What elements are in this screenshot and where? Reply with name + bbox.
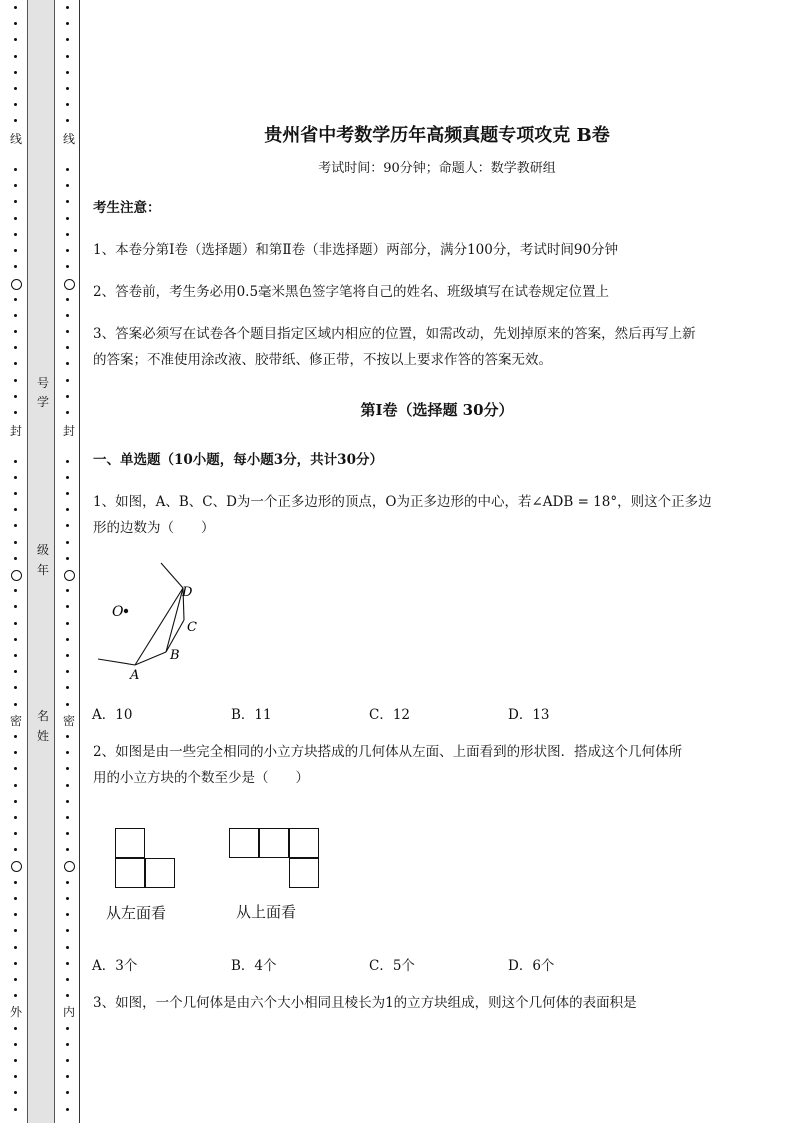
q1-polygon-figure: [90, 558, 220, 683]
q1-diagonal-BD: [166, 588, 183, 652]
binding-dot: [14, 751, 17, 754]
binding-dot: [14, 314, 17, 317]
binding-dot: [14, 557, 17, 560]
binding-dot: [66, 233, 69, 236]
binding-dot: [66, 1059, 69, 1062]
binding-dot: [66, 200, 69, 203]
notice-item-3-line1: 3、答案必须写在试卷各个题目指定区域内相应的位置，如需改动，先划掉原来的答案，然后再写上新: [93, 326, 696, 342]
binding-dot: [66, 379, 69, 382]
binding-dot: [14, 654, 17, 657]
binding-dot: [14, 913, 17, 916]
binding-dot: [66, 71, 69, 74]
q1-stem-line1: 1、如图，A、B、C、D为一个正多边形的顶点，O为正多边形的中心，若∠ADB = 18°，则这个正多边: [93, 494, 712, 510]
binding-dot: [14, 897, 17, 900]
binding-dot: [66, 589, 69, 592]
binding-dot: [14, 622, 17, 625]
q2-top-view-cell: [259, 828, 289, 858]
binding-dot: [14, 929, 17, 932]
binding-dot: [66, 541, 69, 544]
notice-item-3-line2: 的答案；不准使用涂改液、胶带纸、修正带，不按以上要求作答的答案无效。: [93, 352, 552, 368]
binding-dot: [14, 330, 17, 333]
q2-stem-line2: 用的小立方块的个数至少是（ ）: [93, 770, 309, 786]
binding-dot: [66, 460, 69, 463]
q1-option-a[interactable]: A．10: [92, 707, 133, 723]
outer-mark-wai: 外: [10, 1005, 23, 1019]
q1-label-C: C: [187, 620, 197, 635]
field-grade-char2: 年: [37, 563, 50, 577]
binding-dot: [14, 6, 17, 9]
binding-dot: [66, 103, 69, 106]
binding-dot: [66, 654, 69, 657]
binding-dot: [66, 638, 69, 641]
field-name-char2: 姓: [37, 729, 50, 743]
binding-dot: [14, 638, 17, 641]
binding-dot: [14, 962, 17, 965]
binding-dot: [14, 703, 17, 706]
q1-stem-line2: 形的边数为（ ）: [93, 520, 215, 536]
q2-top-view-cell: [289, 828, 319, 858]
outer-circle-mark: [11, 279, 22, 290]
q1-option-d[interactable]: D．13: [508, 707, 550, 723]
q2-left-view-caption: 从左面看: [106, 904, 167, 922]
q1-edge: [98, 659, 135, 665]
binding-dot: [66, 395, 69, 398]
binding-dot: [14, 670, 17, 673]
binding-dot: [66, 265, 69, 268]
outer-circle-mark: [11, 570, 22, 581]
binding-dot: [66, 1043, 69, 1046]
inner-circle-mark: [64, 279, 75, 290]
binding-dot: [14, 249, 17, 252]
outer-mark-xian: 线: [10, 132, 23, 146]
exam-subtitle: 考试时间：90分钟；命题人：数学教研组: [318, 161, 556, 176]
binding-dot: [66, 249, 69, 252]
q2-top-view-caption: 从上面看: [236, 903, 297, 921]
q2-top-view-figure: [229, 828, 321, 889]
q2-option-d[interactable]: D．6个: [508, 958, 555, 974]
binding-dot: [66, 622, 69, 625]
binding-dot: [14, 184, 17, 187]
binding-dot: [14, 1027, 17, 1030]
binding-dot: [66, 476, 69, 479]
q1-edge: [161, 563, 183, 588]
inner-mark-nei: 内: [63, 1005, 76, 1019]
binding-dot: [66, 217, 69, 220]
binding-dot: [14, 55, 17, 58]
binding-dot: [66, 670, 69, 673]
q2-top-view-cell: [229, 828, 259, 858]
inner-mark-xian: 线: [63, 132, 76, 146]
binding-dot: [14, 686, 17, 689]
q3-stem-line1: 3、如图，一个几何体是由六个大小相同且棱长为1的立方块组成，则这个几何体的表面积是: [93, 995, 637, 1011]
binding-dot: [14, 38, 17, 41]
binding-dot: [66, 784, 69, 787]
q2-left-view-cell: [115, 858, 145, 888]
binding-dot: [14, 22, 17, 25]
binding-dot: [14, 298, 17, 301]
section-title: 第I卷（选择题 30分）: [360, 401, 514, 419]
q2-left-view-figure: [115, 828, 177, 889]
binding-dot: [66, 362, 69, 365]
binding-dot: [14, 589, 17, 592]
binding-dot: [14, 492, 17, 495]
binding-dot: [66, 330, 69, 333]
outer-mark-feng: 封: [10, 424, 23, 438]
binding-dot: [66, 1091, 69, 1094]
binding-dot: [66, 605, 69, 608]
binding-dot: [14, 784, 17, 787]
binding-dot: [14, 1075, 17, 1078]
binding-dot: [66, 946, 69, 949]
binding-dot: [66, 508, 69, 511]
inner-circle-mark: [64, 570, 75, 581]
binding-dot: [66, 735, 69, 738]
notice-item-2: 2、答卷前，考生务必用0.5毫米黑色签字笔将自己的姓名、班级填写在试卷规定位置上: [93, 284, 610, 300]
binding-dot: [66, 897, 69, 900]
binding-dot: [66, 22, 69, 25]
binding-dot: [14, 541, 17, 544]
binding-dot: [14, 946, 17, 949]
field-name-char1: 名: [37, 709, 50, 723]
binding-dot: [14, 1108, 17, 1111]
binding-dot: [66, 1075, 69, 1078]
binding-dot: [14, 1043, 17, 1046]
q1-label-B: B: [170, 648, 180, 663]
binding-dot: [66, 881, 69, 884]
binding-dot: [14, 848, 17, 851]
outer-circle-mark: [11, 861, 22, 872]
binding-dot: [14, 233, 17, 236]
binding-dot: [66, 557, 69, 560]
notice-heading: 考生注意：: [93, 200, 161, 216]
binding-dot: [66, 703, 69, 706]
binding-dot: [14, 881, 17, 884]
binding-dot: [14, 1091, 17, 1094]
binding-dot: [66, 184, 69, 187]
binding-dot: [66, 6, 69, 9]
binding-dot: [66, 962, 69, 965]
binding-dot: [14, 605, 17, 608]
binding-dot: [66, 800, 69, 803]
q2-option-a[interactable]: A．3个: [92, 958, 138, 974]
q1-label-A: A: [130, 668, 140, 683]
binding-dot: [66, 87, 69, 90]
binding-dot: [66, 1108, 69, 1111]
binding-dot: [66, 978, 69, 981]
binding-dot: [14, 524, 17, 527]
binding-dot: [14, 816, 17, 819]
binding-dot: [66, 314, 69, 317]
inner-circle-mark: [64, 861, 75, 872]
binding-dot: [14, 217, 17, 220]
q2-left-view-cell: [115, 828, 145, 858]
binding-dot: [14, 265, 17, 268]
binding-dot: [66, 816, 69, 819]
binding-dot: [66, 38, 69, 41]
q1-label-D: D: [182, 585, 193, 600]
binding-dot: [14, 800, 17, 803]
exam-title: 贵州省中考数学历年高频真题专项攻克 B卷: [264, 125, 610, 146]
q2-stem-line1: 2、如图是由一些完全相同的小立方块搭成的几何体从左面、上面看到的形状图．搭成这个几何体所: [93, 744, 683, 760]
binding-dot: [14, 395, 17, 398]
notice-item-1: 1、本卷分第I卷（选择题）和第Ⅱ卷（非选择题）两部分，满分100分，考试时间90分钟: [93, 242, 619, 258]
binding-dot: [66, 298, 69, 301]
binding-dot: [14, 767, 17, 770]
q2-option-b[interactable]: B．4个: [231, 958, 277, 974]
q2-top-view-cell: [289, 858, 319, 888]
inner-mark-feng: 封: [63, 424, 76, 438]
binding-dot: [66, 751, 69, 754]
binding-dot: [66, 492, 69, 495]
field-student-id-char1: 号: [37, 376, 50, 390]
binding-dot: [14, 978, 17, 981]
binding-dot: [14, 832, 17, 835]
binding-dot: [66, 767, 69, 770]
binding-dot: [14, 735, 17, 738]
q1-option-c[interactable]: C．12: [369, 707, 411, 723]
q1-center-point: [124, 609, 128, 613]
binding-dot: [14, 362, 17, 365]
binding-dot: [14, 200, 17, 203]
binding-dot: [66, 929, 69, 932]
binding-dot: [66, 913, 69, 916]
part-title: 一、单选题（10小题，每小题3分，共计30分）: [93, 452, 383, 468]
inner-mark-mi: 密: [63, 714, 76, 728]
binding-dot: [66, 994, 69, 997]
binding-dot: [14, 71, 17, 74]
binding-dot: [14, 994, 17, 997]
field-student-id-char2: 学: [37, 395, 50, 409]
q2-left-view-cell: [145, 858, 175, 888]
field-grade-char1: 级: [37, 543, 50, 557]
binding-dot: [66, 686, 69, 689]
outer-mark-mi: 密: [10, 714, 23, 728]
binding-dot: [14, 476, 17, 479]
binding-dot: [14, 379, 17, 382]
binding-dot: [14, 460, 17, 463]
binding-dot: [66, 55, 69, 58]
binding-dot: [66, 346, 69, 349]
binding-dot: [14, 1059, 17, 1062]
q1-option-b[interactable]: B．11: [231, 707, 272, 723]
binding-dot: [66, 832, 69, 835]
binding-dot: [14, 346, 17, 349]
q2-option-c[interactable]: C．5个: [369, 958, 415, 974]
binding-dot: [14, 508, 17, 511]
binding-dot: [14, 103, 17, 106]
q1-label-O: O: [112, 604, 124, 620]
binding-dot: [14, 87, 17, 90]
binding-dot: [66, 524, 69, 527]
binding-dot: [66, 848, 69, 851]
binding-dot: [66, 1027, 69, 1030]
